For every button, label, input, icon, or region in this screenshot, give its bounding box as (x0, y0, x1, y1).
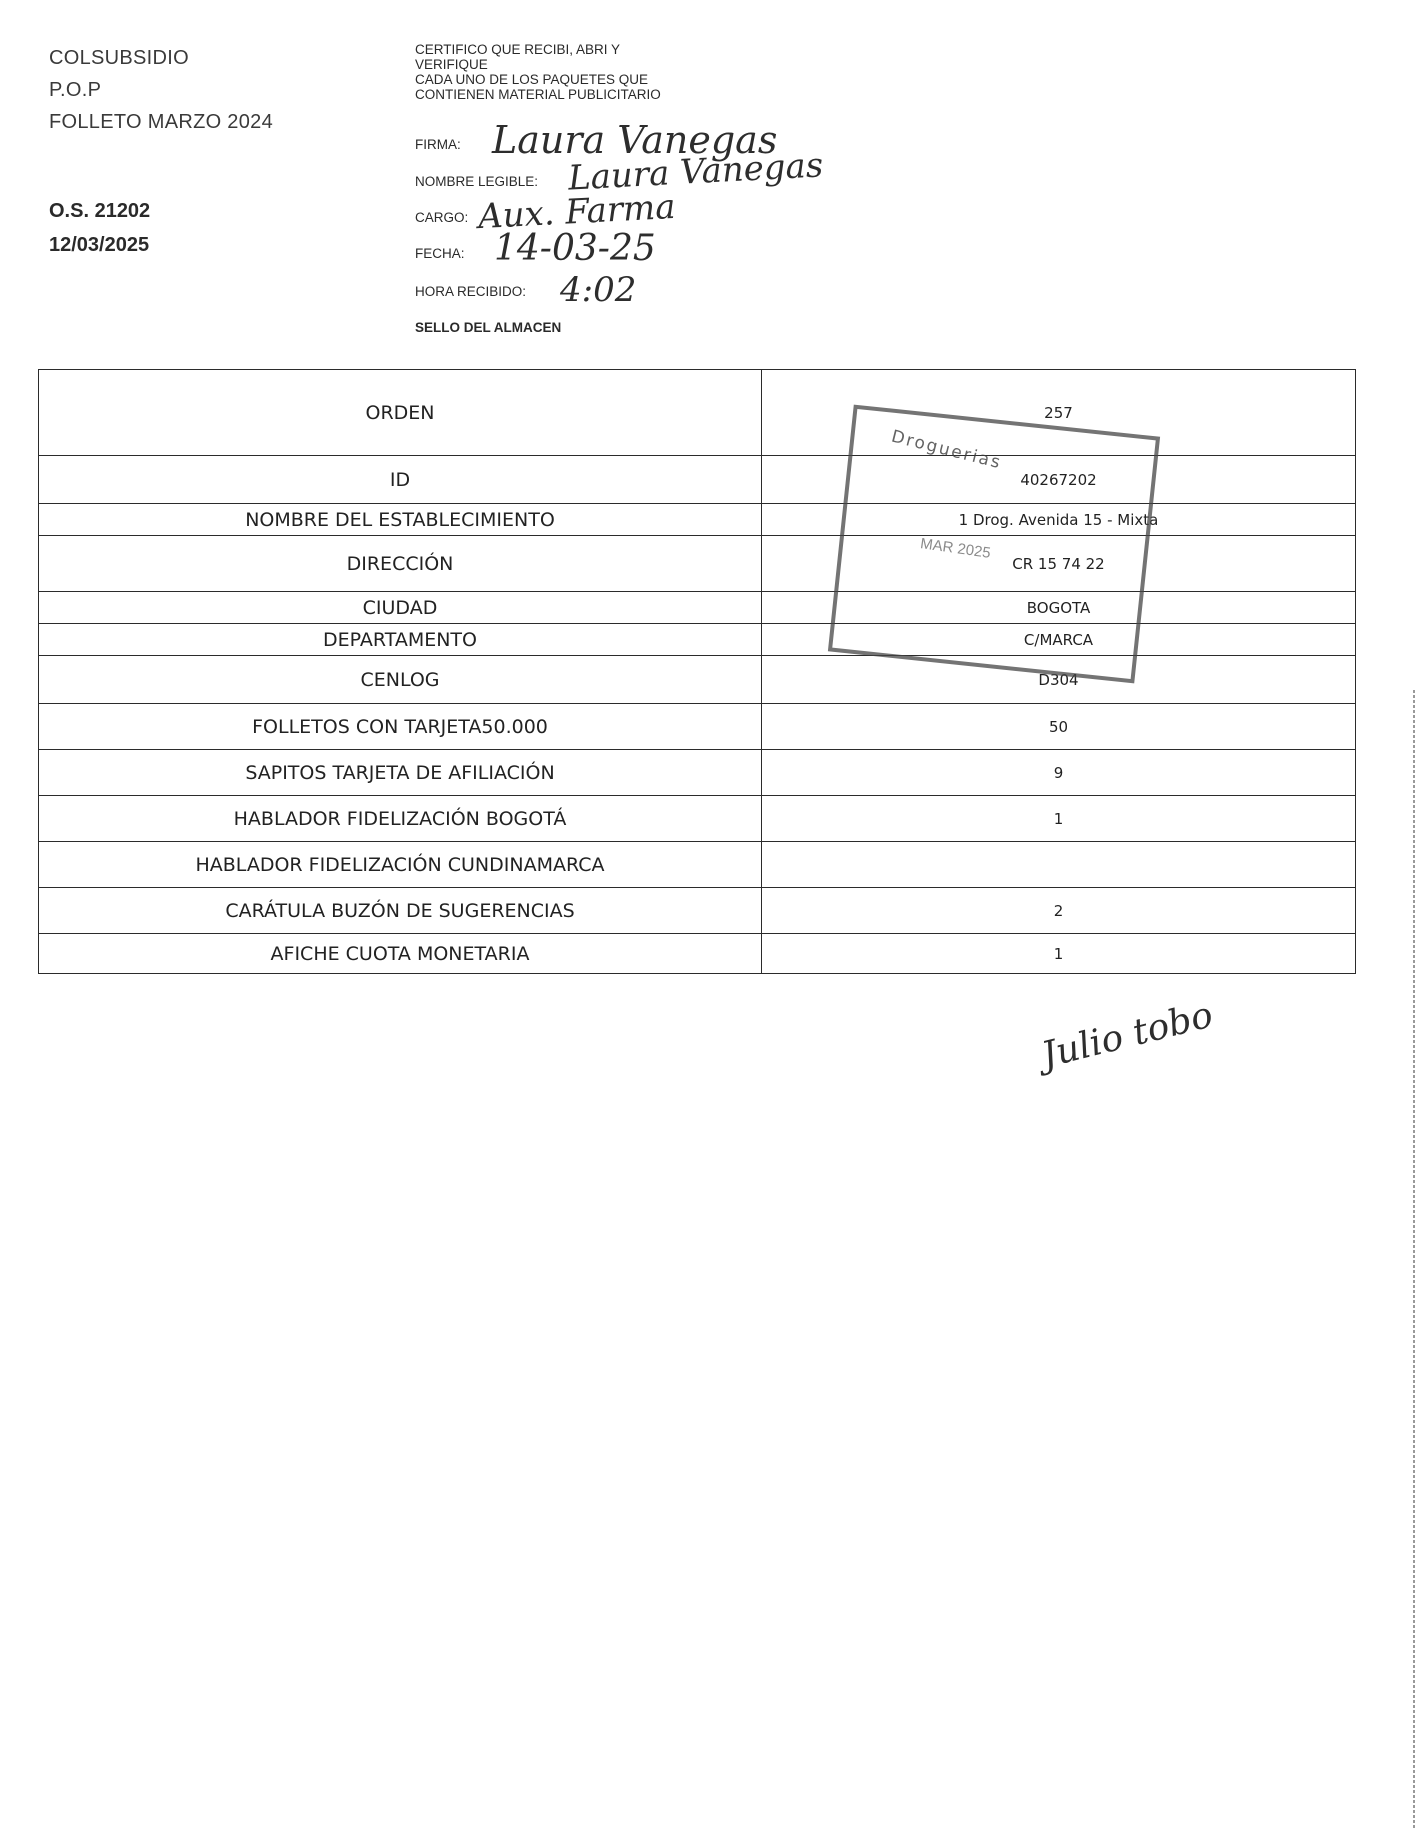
table-row (39, 750, 1356, 796)
row-value: 40267202 (762, 456, 1356, 504)
row-value: 1 (762, 934, 1356, 974)
row-label: SAPITOS TARJETA DE AFILIACIÓN (39, 750, 762, 796)
fecha-value: 14-03-25 (494, 228, 656, 269)
row-value: 1 Drog. Avenida 15 - Mixta (762, 504, 1356, 536)
pop-label: P.O.P (49, 79, 102, 101)
row-label: AFICHE CUOTA MONETARIA (39, 934, 762, 974)
row-value: 50 (762, 704, 1356, 750)
row-label: HABLADOR FIDELIZACIÓN CUNDINAMARCA (39, 842, 762, 888)
row-label: CARÁTULA BUZÓN DE SUGERENCIAS (39, 888, 762, 934)
row-label: DEPARTAMENTO (39, 624, 762, 656)
row-label: HABLADOR FIDELIZACIÓN BOGOTÁ (39, 796, 762, 842)
handwritten-signature: Julio tobo (1037, 994, 1217, 1077)
cargo-value: Aux. Farma (477, 186, 677, 238)
row-value: 2 (762, 888, 1356, 934)
certification-line: VERIFIQUE (415, 57, 488, 72)
table-row (39, 370, 1356, 456)
firma-signature: Laura Vanegas (492, 118, 778, 162)
row-label: ID (39, 456, 762, 504)
delivery-table (38, 369, 1356, 974)
table-row (39, 796, 1356, 842)
row-label: FOLLETOS CON TARJETA50.000 (39, 704, 762, 750)
row-label: CENLOG (39, 656, 762, 704)
table-row (39, 704, 1356, 750)
certification-line: CONTIENEN MATERIAL PUBLICITARIO (415, 87, 661, 102)
company-name: COLSUBSIDIO (49, 47, 189, 69)
header-left (49, 42, 273, 138)
nombre-value: Laura Vanegas (567, 145, 825, 199)
service-order-block (49, 194, 150, 262)
certification-line: CERTIFICO QUE RECIBI, ABRI Y (415, 42, 621, 57)
table-row (39, 456, 1356, 504)
certification-block (415, 42, 875, 102)
stamp-name: Droguerias (889, 426, 1004, 474)
row-value: 257 (762, 370, 1356, 456)
table-row (39, 536, 1356, 592)
row-label: ORDEN (39, 370, 762, 456)
row-label: NOMBRE DEL ESTABLECIMIENTO (39, 504, 762, 536)
row-label: CIUDAD (39, 592, 762, 624)
row-value: C/MARCA (762, 624, 1356, 656)
service-order-date: 12/03/2025 (49, 234, 150, 256)
hora-value: 4:02 (560, 270, 637, 310)
certification-line: CADA UNO DE LOS PAQUETES QUE (415, 72, 649, 87)
row-value (762, 842, 1356, 888)
fecha-label: FECHA: (415, 246, 465, 261)
row-label: DIRECCIÓN (39, 536, 762, 592)
row-value: D304 (762, 656, 1356, 704)
cargo-label: CARGO: (415, 210, 469, 225)
table-row (39, 656, 1356, 704)
row-value: 9 (762, 750, 1356, 796)
row-value: CR 15 74 22 (762, 536, 1356, 592)
table-row (39, 888, 1356, 934)
table-row (39, 624, 1356, 656)
hora-label: HORA RECIBIDO: (415, 284, 527, 299)
table-row (39, 934, 1356, 974)
brochure-title: FOLLETO MARZO 2024 (49, 111, 273, 133)
nombre-label: NOMBRE LEGIBLE: (415, 174, 539, 189)
table-row (39, 842, 1356, 888)
sello-label: SELLO DEL ALMACEN (415, 320, 562, 335)
firma-label: FIRMA: (415, 137, 461, 152)
row-value: 1 (762, 796, 1356, 842)
table-row (39, 504, 1356, 536)
certification-text (415, 42, 875, 102)
table-row (39, 592, 1356, 624)
stamp-date: MAR 2025 (919, 535, 992, 562)
service-order-number: O.S. 21202 (49, 200, 151, 222)
row-value: BOGOTA (762, 592, 1356, 624)
scan-edge (1413, 690, 1415, 1830)
